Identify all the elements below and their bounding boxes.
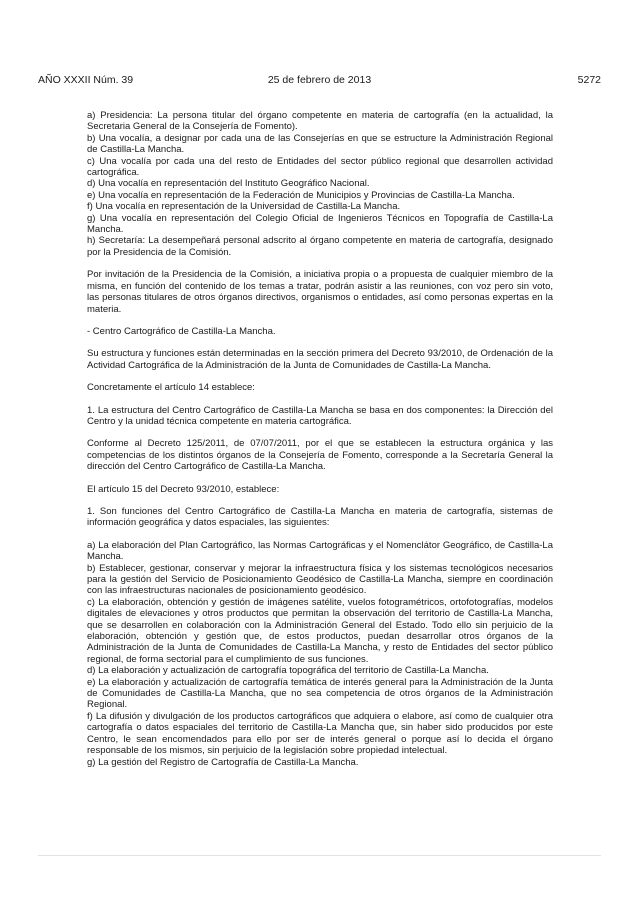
section-heading-centro: - Centro Cartográfico de Castilla-La Mancha.: [87, 325, 276, 337]
list-item-difusion: f) La difusión y divulgación de los productos cartográficos que adquiera o elabore, así como de cualquier otra cartografía o datos espaciales del territorio de Castilla-La Mancha que, sin haber sido producidos por este Centro, le sean encomendados para ello por ser de interés general o porque así lo decida el órgano responsable de los mismos, sin perjuicio de la legislación sobre propiedad intelectual.: [87, 710, 553, 757]
paragraph-funciones: 1. Son funciones del Centro Cartográfico de Castilla-La Mancha en materia de cartografía, sistemas de información geográfica y datos espaciales, las siguientes:: [87, 505, 553, 529]
list-item-secretaria: h) Secretaría: La desempeñará personal adscrito al órgano competente en materia de cartografía, designado por la Presidencia de la Comisión.: [87, 235, 553, 258]
list-item-topografica: d) La elaboración y actualización de cartografía topográfica del territorio de Castilla-La Mancha.: [87, 665, 489, 677]
list-item-tematica: e) La elaboración y actualización de cartografía temática de interés general para la Administración de la Junta de Comunidades de Castilla-La Mancha, que no sea competencia de otros órganos de la Administración Regional.: [87, 676, 553, 711]
paragraph-estructura-componentes: 1. La estructura del Centro Cartográfico de Castilla-La Mancha se basa en dos componentes: la Dirección del Centro y la unidad técnica competente en materia cartográfica.: [87, 404, 553, 427]
list-item-vocalia-entidades: c) Una vocalía por cada una del resto de Entidades del sector público regional que desarrollen actividad cartográfica.: [87, 155, 553, 179]
list-item-vocalia-universidad: f) Una vocalía en representación de la Universidad de Castilla-La Mancha.: [87, 201, 401, 213]
list-item-imagenes: c) La elaboración, obtención y gestión de imágenes satélite, vuelos fotogramétricos, ortofotografías, modelos digitales de elevaciones y otros productos que permitan la observación del territorio de Castilla-La Mancha, que se desarrollen en colaboración con la Administración General del Estado. Todo ello sin perjuicio de la elaboración, obtención y gestión que, de estos productos, puedan desarrollar otros órganos de la Administración de la Junta de Comunidades de Castilla-La Mancha, y resto de Entidades del sector público regional, de forma sectorial para el cumplimiento de sus funciones.: [87, 596, 553, 665]
paragraph-articulo-14: Concretamente el artículo 14 establece:: [87, 382, 255, 394]
footer-divider: [38, 855, 601, 856]
list-item-vocalia-ign: d) Una vocalía en representación del Instituto Geográfico Nacional.: [87, 178, 370, 190]
bulletin-date: 25 de febrero de 2013: [267, 74, 372, 86]
page-number: 5272: [577, 74, 601, 86]
bulletin-issue: AÑO XXXII Núm. 39: [38, 74, 134, 86]
page-header: [38, 73, 601, 87]
list-item-registro: g) La gestión del Registro de Cartografía de Castilla-La Mancha.: [87, 756, 359, 768]
document-body: [87, 110, 553, 768]
paragraph-estructura: Su estructura y funciones están determinadas en la sección primera del Decreto 93/2010, de Ordenación de la Actividad Cartográfica de la Administración de la Junta de Comunidades de Castilla-La Mancha.: [87, 348, 553, 371]
list-item-presidencia: a) Presidencia: La persona titular del órgano competente en materia de cartografía (en la actualidad, la Secretaria General de la Consejería de Fomento).: [87, 110, 553, 133]
list-item-vocalia-federacion: e) Una vocalía en representación de la Federación de Municipios y Provincias de Castilla-La Mancha.: [87, 189, 515, 201]
paragraph-decreto-125: Conforme al Decreto 125/2011, de 07/07/2011, por el que se establecen la estructura orgánica y las competencias de los distintos órganos de la Consejería de Fomento, corresponde a la Secretaría General la dirección del Centro Cartográfico de Castilla-La Mancha.: [87, 438, 553, 473]
list-item-plan-cartografico: a) La elaboración del Plan Cartográfico, las Normas Cartográficas y el Nomenclátor Geográfico, de Castilla-La Mancha.: [87, 539, 553, 563]
paragraph-articulo-15: El artículo 15 del Decreto 93/2010, establece:: [87, 483, 280, 495]
list-item-posicionamiento: b) Establecer, gestionar, conservar y mejorar la infraestructura física y los sistemas tecnológicos necesarios para la gestión del Servicio de Posicionamiento Geodésico de Castilla-La Mancha, siempre en coordinación con las infraestructuras nacionales de posicionamiento geodésico.: [87, 562, 553, 597]
paragraph-invitacion: Por invitación de la Presidencia de la Comisión, a iniciativa propia o a propuesta de cualquier miembro de la misma, en función del contenido de los temas a tratar, podrán asistir a las reuniones, con voz pero sin voto, las personas titulares de otros órganos directivos, organismos o entidades, así como personas expertas en la materia.: [87, 269, 553, 315]
list-item-vocalia-consejerias: b) Una vocalía, a designar por cada una de las Consejerías en que se estructure la Administración Regional de Castilla-La Mancha.: [87, 132, 553, 156]
list-item-vocalia-colegio: g) Una vocalía en representación del Colegio Oficial de Ingenieros Técnicos en Topografía de Castilla-La Mancha.: [87, 212, 553, 236]
